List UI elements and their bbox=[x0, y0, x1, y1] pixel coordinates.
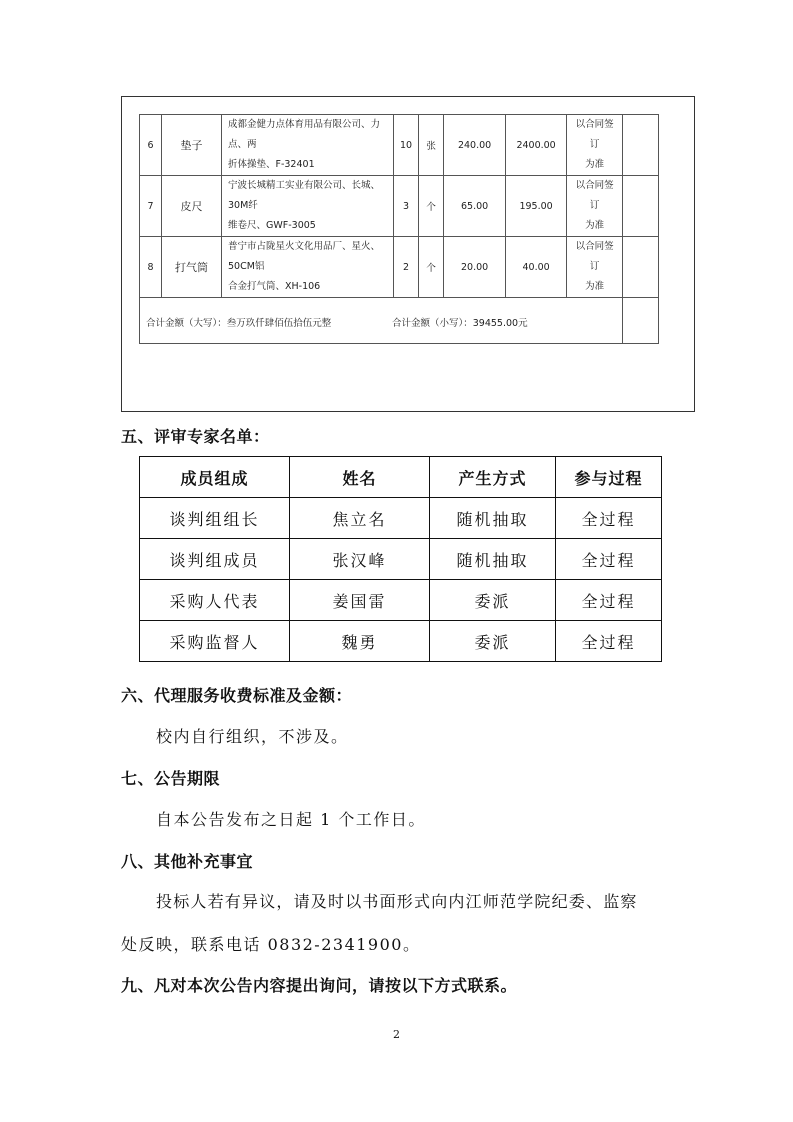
item-note-line1: 以合同签订 bbox=[575, 119, 614, 150]
item-note-line1: 以合同签订 bbox=[575, 241, 614, 272]
item-description bbox=[222, 115, 394, 176]
page-number: 2 bbox=[393, 1028, 400, 1041]
section-6-text: 校内自行组织，不涉及。 bbox=[156, 727, 349, 746]
item-description-line1: 成都金健力点体育用品有限公司、力点、两 bbox=[228, 119, 381, 150]
total-amount-lower: 合计金额（小写）：39455.00元 bbox=[392, 318, 528, 329]
item-description bbox=[222, 237, 394, 298]
item-note-line2: 为准 bbox=[585, 220, 605, 231]
expert-list-table bbox=[139, 456, 662, 662]
total-amount-upper: 合计金额（大写）：叁万玖仟肆佰伍拾伍元整 bbox=[146, 318, 332, 329]
item-note bbox=[567, 115, 623, 176]
item-description-line1: 普宁市占陇星火文化用品厂、星火、50CM铝 bbox=[228, 241, 381, 272]
item-note bbox=[567, 176, 623, 237]
item-unit: 个 bbox=[419, 237, 444, 298]
table-row bbox=[140, 237, 659, 298]
item-total: 195.00 bbox=[506, 176, 567, 237]
member-name: 姜国雷 bbox=[290, 580, 430, 621]
item-description bbox=[222, 176, 394, 237]
empty-cell bbox=[623, 176, 659, 237]
item-quantity: 3 bbox=[394, 176, 419, 237]
item-description-line2: 维卷尺、GWF-3005 bbox=[228, 220, 316, 231]
participation: 全过程 bbox=[556, 498, 662, 539]
participation: 全过程 bbox=[556, 621, 662, 662]
selection-method: 委派 bbox=[430, 621, 556, 662]
expert-table-header bbox=[140, 457, 662, 498]
member-role: 谈判组组长 bbox=[140, 498, 290, 539]
item-number: 7 bbox=[140, 176, 162, 237]
item-total: 2400.00 bbox=[506, 115, 567, 176]
item-number: 6 bbox=[140, 115, 162, 176]
item-unit-price: 240.00 bbox=[444, 115, 506, 176]
item-name: 垫子 bbox=[162, 115, 222, 176]
participation: 全过程 bbox=[556, 580, 662, 621]
member-role: 谈判组成员 bbox=[140, 539, 290, 580]
member-name: 焦立名 bbox=[290, 498, 430, 539]
section-8-text-line2: 处反映，联系电话 0832-2341900。 bbox=[121, 935, 421, 954]
section-5-heading: 五、评审专家名单： bbox=[121, 427, 270, 446]
member-role: 采购监督人 bbox=[140, 621, 290, 662]
item-description-line2: 折体操垫、F-32401 bbox=[228, 159, 315, 170]
header-cell: 姓名 bbox=[290, 457, 430, 498]
selection-method: 随机抽取 bbox=[430, 498, 556, 539]
item-unit-price: 20.00 bbox=[444, 237, 506, 298]
section-6-heading: 六、代理服务收费标准及金额： bbox=[121, 686, 353, 705]
section-9-heading: 九、凡对本次公告内容提出询问，请按以下方式联系。 bbox=[121, 976, 518, 995]
table-row bbox=[140, 176, 659, 237]
item-note bbox=[567, 237, 623, 298]
item-quantity: 10 bbox=[394, 115, 419, 176]
item-name: 打气筒 bbox=[162, 237, 222, 298]
item-number: 8 bbox=[140, 237, 162, 298]
item-name: 皮尺 bbox=[162, 176, 222, 237]
item-unit: 张 bbox=[419, 115, 444, 176]
section-7-heading: 七、公告期限 bbox=[121, 769, 221, 788]
item-description-line1: 宁波长城精工实业有限公司、长城、30M纤 bbox=[228, 180, 381, 211]
table-row bbox=[140, 115, 659, 176]
member-name: 张汉峰 bbox=[290, 539, 430, 580]
member-role: 采购人代表 bbox=[140, 580, 290, 621]
participation: 全过程 bbox=[556, 539, 662, 580]
member-name: 魏勇 bbox=[290, 621, 430, 662]
empty-cell bbox=[623, 237, 659, 298]
procurement-items-table bbox=[139, 114, 659, 344]
item-quantity: 2 bbox=[394, 237, 419, 298]
header-cell: 成员组成 bbox=[140, 457, 290, 498]
table-total-row bbox=[140, 298, 659, 344]
selection-method: 委派 bbox=[430, 580, 556, 621]
item-unit: 个 bbox=[419, 176, 444, 237]
table-row bbox=[140, 621, 662, 662]
item-note-line2: 为准 bbox=[585, 159, 605, 170]
header-cell: 参与过程 bbox=[556, 457, 662, 498]
header-cell: 产生方式 bbox=[430, 457, 556, 498]
empty-cell bbox=[623, 115, 659, 176]
item-note-line2: 为准 bbox=[585, 281, 605, 292]
item-description-line2: 合金打气筒、XH-106 bbox=[228, 281, 321, 292]
section-8-heading: 八、其他补充事宜 bbox=[121, 852, 254, 871]
item-note-line1: 以合同签订 bbox=[575, 180, 614, 211]
table-row bbox=[140, 580, 662, 621]
section-8-text-line1: 投标人若有异议，请及时以书面形式向内江师范学院纪委、监察 bbox=[156, 892, 638, 911]
item-total: 40.00 bbox=[506, 237, 567, 298]
selection-method: 随机抽取 bbox=[430, 539, 556, 580]
item-unit-price: 65.00 bbox=[444, 176, 506, 237]
table-row bbox=[140, 498, 662, 539]
table-row bbox=[140, 539, 662, 580]
section-7-text: 自本公告发布之日起 1 个工作日。 bbox=[156, 810, 426, 829]
